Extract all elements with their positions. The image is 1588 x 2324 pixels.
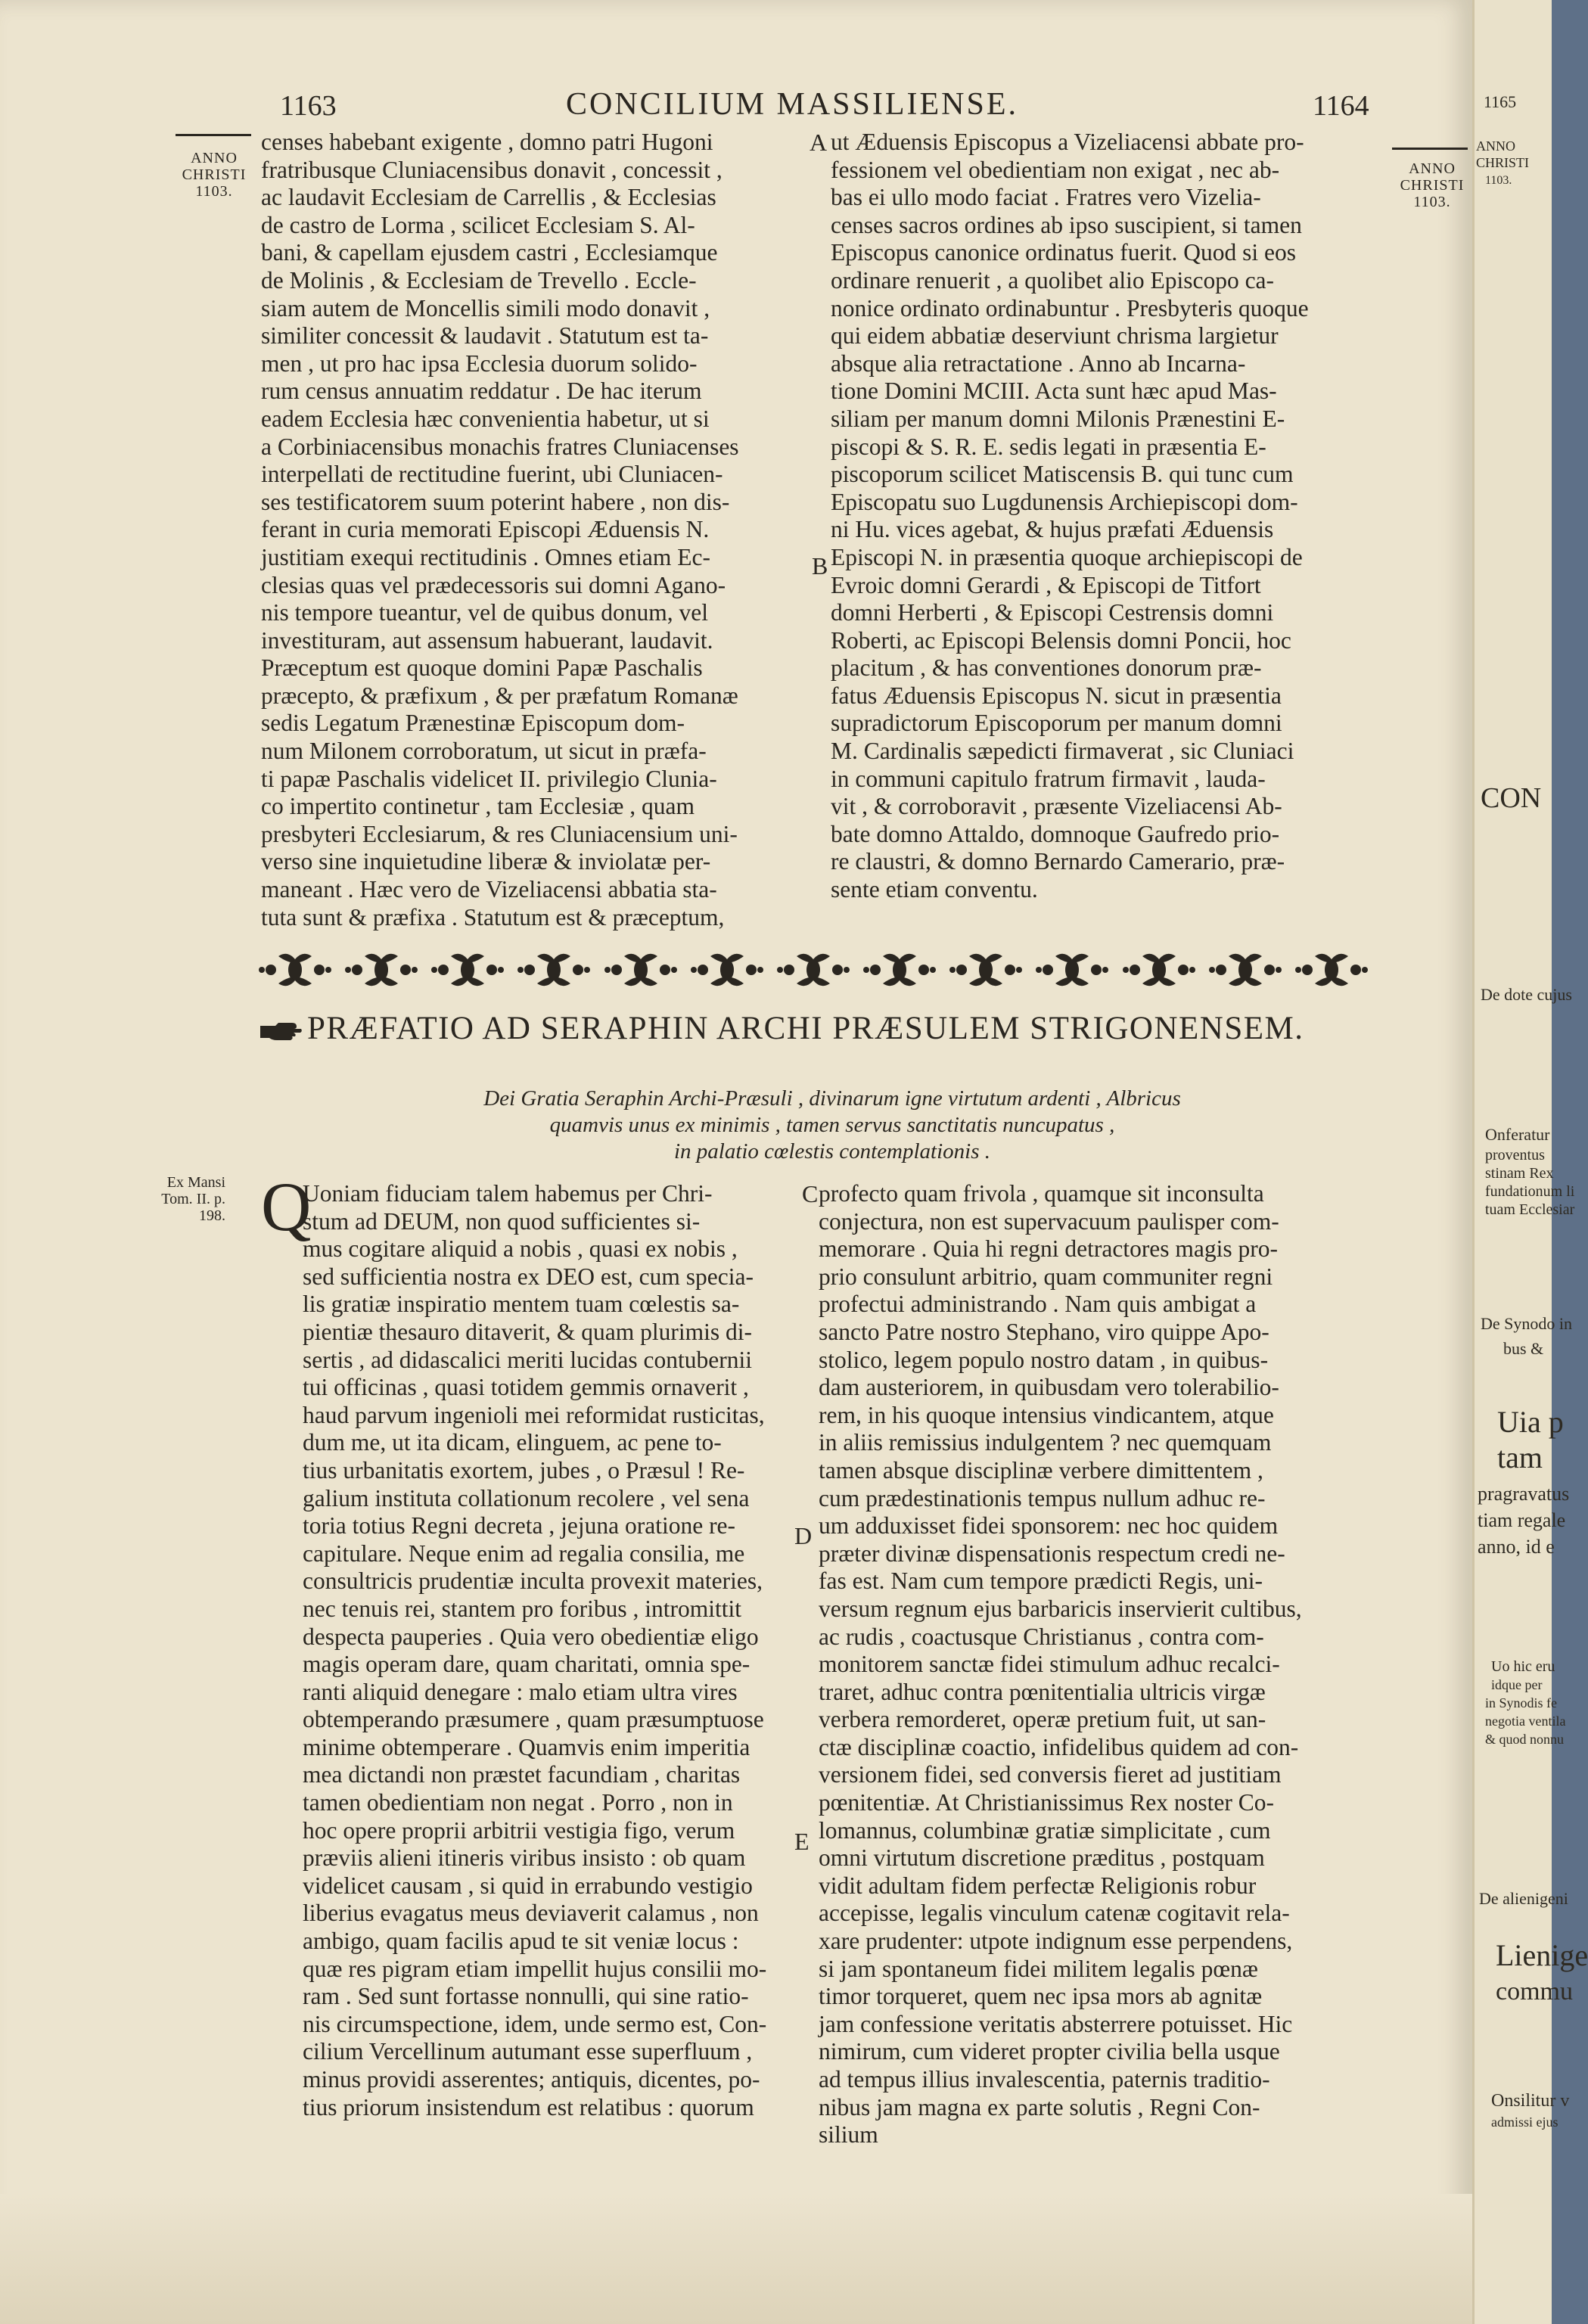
text-line: nis circumspectione, idem, unde sermo est, Con- [303,2010,767,2037]
dedication: Dei Gratia Seraphin Archi-Præsuli , divinarum igne virtutum ardenti , Albricus quamvis unus ex minimis , tamen servus sanctitatis nuncupatus , in palatio cœlestis contemplationis . [483,1086,1181,1164]
text-line: siliam per manum domni Milonis Prænestini E- [831,405,1285,432]
adjacent-page-fragment: stinam Rex [1485,1165,1554,1182]
text-line: clesias quas vel prædecessoris sui domni Agano- [261,571,726,598]
running-title: CONCILIUM MASSILIENSE. [566,87,1019,122]
text-line: nis tempore tueantur, vel de quibus donum, vel [261,599,708,626]
text-line: videlicet causam , si quid in errabundo vestigio [303,1872,753,1899]
text-line: despecta pauperies . Quia vero obedientiæ eligo [303,1623,759,1650]
text-line: Uoniam fiduciam talem habemus per Chri- [303,1180,713,1207]
text-line: stum ad DEUM, non quod sufficientes si- [303,1207,701,1235]
adjacent-page-fragment: in Synodis fe [1485,1695,1558,1710]
text-line: in aliis remissius indulgentem ? nec quemquam [819,1429,1272,1456]
adjacent-page-fragment: negotia ventila [1485,1713,1566,1729]
adjacent-page-fragment: De alienigeni [1479,1889,1568,1908]
text-line: jam confessione veritatis absterrere potuisset. Hic [819,2010,1293,2037]
text-line: galium instituta collationum recolere , vel sena [303,1484,750,1512]
text-line: tione Domini MCIII. Acta sunt hæc apud Mas- [831,377,1277,405]
text-line: dam austeriorem, in quibusdam vero tolerabilio- [819,1374,1279,1401]
text-line: monitorem sanctæ fidei stimulum adhuc recalci- [819,1651,1280,1678]
text-line: investituram, aut assensum habuerant, laudavit. [261,626,713,654]
adjacent-page-fragment: tiam regale [1478,1509,1566,1531]
text-line: minus providi asserentes; antiquis, dicentes, po- [303,2066,760,2093]
text-line: mus cogitare aliquid a nobis , quasi ex nobis , [303,1235,738,1263]
text-line: toria totius Regni decreta , jejuna oratione re- [303,1512,736,1539]
text-line: ses testificatorem suum poterint habere , non dis- [261,488,730,515]
page-number-right: 1164 [1313,90,1369,122]
adjacent-page-fragment: De dote cujus [1481,985,1572,1004]
adjacent-page-fragment: commu [1496,1978,1573,2006]
text-line: ctæ disciplinæ coactio, infidelibus quidem ad con- [819,1733,1299,1760]
section-mark-e: E [794,1828,810,1855]
text-line: capitulare. Neque enim ad regalia consilia, me [303,1539,745,1567]
text-line: bate domno Attaldo, domnoque Gaufredo prio- [831,820,1280,847]
text-line: fas est. Nam cum tempore prædicti Regis, uni- [819,1567,1263,1595]
source-note: Ex Mansi Tom. II. p. 198. [161,1174,225,1224]
text-line: interpellati de rectitudine fuerint, ubi Cluniacen- [261,461,723,488]
fleuron-ornament-icon [343,947,419,993]
text-line: verso sine inquietudine liberæ & inviolatæ per- [261,848,711,875]
text-line: um adduxisset fidei sponsorem: nec hoc quidem [819,1512,1279,1539]
text-line: liberius evagatus meus deviaverit calamus , non [303,1900,759,1927]
text-line: ad tempus illius invalescentia, paternis traditio- [819,2066,1270,2093]
adjacent-page-edge [1472,0,1588,2324]
text-line: lomannus, columbinæ gratiæ simplicitate , cum [819,1816,1271,1844]
adjacent-page-fragment: tam [1497,1440,1543,1474]
text-line: præter divinæ dispensationis respectum credi ne- [819,1539,1285,1567]
text-line: maneant . Hæc vero de Vizeliacensi abbatia sta- [261,876,717,903]
text-line: versum regnum ejus barbaricis inservierit cultibus, [819,1595,1302,1622]
adjacent-page-fragment: bus & [1503,1339,1544,1358]
section-mark-c: C [802,1180,819,1207]
section-mark-a: A [810,129,828,156]
text-line: piscopi & S. R. E. sedis legati in præsentia E- [831,433,1266,460]
text-line: hoc opere proprii arbitrii vestigia figo, verum [303,1816,735,1844]
text-line: sancto Patre nostro Stephano, viro quippe Apo- [819,1318,1269,1345]
text-line: præviis alieni itineris viribus insisto : ob quam [303,1844,746,1872]
text-line: ni Hu. vices agebat, & hujus præfati Æduensis [831,516,1274,543]
text-line: in communi capitulo fratrum firmavit , lauda- [831,765,1266,792]
text-line: Præceptum est quoque domini Papæ Paschalis [261,654,703,682]
text-line: sed sufficientia nostra ex DEO est, cum specia- [303,1263,754,1290]
fleuron-ornament-icon [603,947,679,993]
adjacent-page-fragment: De Synodo in [1481,1314,1572,1333]
text-line: bas ei ullo modo faciat . Fratres vero Vizelia- [831,184,1261,211]
text-line: censes habebant exigente , domno patri Hugoni [261,129,713,155]
text-line: men , ut pro hac ipsa Ecclesia duorum solido- [261,350,698,377]
text-line: cilium Vercellinum autumant esse superfluum , [303,2038,753,2065]
text-line: pœnitentiæ. At Christianissimus Rex noster Co- [819,1789,1275,1816]
text-line: Roberti, ac Episcopi Belensis domni Poncii, hoc [831,626,1291,654]
text-line: memorare . Quia hi regni detractores magis pro- [819,1235,1279,1263]
adjacent-page-fragment: CON [1481,782,1542,814]
text-line: traret, adhuc contra pœnitentialia ultricis virgæ [819,1678,1266,1705]
preface-title: PRÆFATIO AD SERAPHIN ARCHI PRÆSULEM STRIGONENSEM. [259,1010,1304,1047]
text-line: tamen absque disciplinæ verbere dimittentem , [819,1456,1263,1484]
adjacent-page-fragment: fundationum li [1485,1183,1575,1200]
text-line: de castro de Lorma , scilicet Ecclesiam S. Al- [261,211,695,238]
text-line: timor torqueret, quem nec ipsa mors ab agnitæ [819,1983,1263,2010]
text-line: tui officinas , quasi totidem gemmis ornaverit , [303,1374,749,1401]
fleuron-ornament-icon [689,947,765,993]
text-line: haud parvum ingenioli mei reformidat rusticitas, [303,1401,765,1428]
adjacent-page-fragment: Lienige [1496,1938,1588,1972]
text-line: pientiæ thesauro ditaverit, & quam plurimis di- [303,1318,753,1345]
adjacent-page-fragment: Uo hic eru [1491,1658,1555,1675]
text-line: minime obtemperare . Quamvis enim imperitia [303,1733,750,1760]
text-line: accepisse, legalis vinculum catenæ cogitavit rela- [819,1900,1290,1927]
text-line: fessionem vel obedientiam non exigat , nec ab- [831,156,1280,183]
text-line: a Corbiniacensibus monachis fratres Cluniacenses [261,433,739,460]
text-line: ti papæ Paschalis videlicet II. privilegio Clunia- [261,765,717,792]
text-line: profectui administrando . Nam quis ambigat a [819,1291,1257,1318]
text-line: tius priorum insistendum est relatibus : quorum [303,2093,754,2120]
text-line: mea dictandi non præstet facundiam , charitas [303,1761,741,1788]
drop-cap: Q [261,1168,312,1245]
text-line: bani, & capellam ejusdem castri , Ecclesiamque [261,239,718,266]
adjacent-page-fragment: idque per [1491,1677,1543,1692]
text-line: fatus Æduensis Episcopus N. sicut in præsentia [831,682,1282,709]
text-line: tius urbanitatis exortem, jubes , o Præsul ! Re- [303,1456,745,1484]
text-line: sertis , ad didascalici meriti lucidas contubernii [303,1346,752,1373]
text-line: ferant in curia memorati Episcopi Æduensis N. [261,516,710,543]
text-line: absque alia retractatione . Anno ab Incarna- [831,350,1246,377]
rule-dash-right [1392,148,1468,150]
text-line: nibus jam magna ex parte solutis , Regni Con- [819,2093,1260,2120]
text-line: quæ res pigram etiam impellit hujus consilii mo- [303,1955,767,1982]
text-line: conjectura, non est supervacuum paulisper com- [819,1207,1279,1235]
text-line: verbera remorderet, operæ pretium fuit, ut san- [819,1706,1266,1733]
adjacent-page-fragment: tuam Ecclesiar [1485,1201,1575,1218]
preface-left-column [303,1180,802,2121]
text-line: de Molinis , & Ecclesiam de Trevello . Eccle- [261,266,697,294]
text-line: nonice ordinato ordinabuntur . Presbyteris quoque [831,294,1309,322]
text-line: re claustri, & domno Bernardo Camerario, præ- [831,848,1285,875]
text-line: tuta sunt & præfixa . Statutum est & præceptum, [261,903,725,931]
text-line: qui eidem abbatiæ deserviunt chrisma largietur [831,322,1279,350]
text-line: rum census annuatim reddatur . De hac iterum [261,377,702,405]
text-line: co impertito continetur , tam Ecclesiæ , quam [261,793,695,820]
fleuron-ornament-icon [1207,947,1283,993]
text-line: eadem Ecclesia hæc convenientia habetur, ut si [261,405,710,432]
text-line: tamen obedientiam non negat . Porro , non in [303,1789,733,1816]
adjacent-page-fragment: CHRISTI [1476,155,1530,170]
text-line: obtemperando præsumere , quam præsumptuose [303,1706,764,1733]
text-line: presbyteri Ecclesiarum, & res Cluniacensium uni- [261,820,738,847]
adjacent-page-fragment: ANNO [1476,138,1515,154]
adjacent-page-fragment: 1165 [1484,92,1517,111]
text-line: supradictorum Episcoporum per manum domni [831,710,1282,737]
ornament-band [257,943,1369,996]
text-line: justitiam exequi rectitudinis . Omnes etiam Ec- [261,543,710,570]
fleuron-ornament-icon [775,947,851,993]
text-line: censes sacros ordines ab ipso suscipient, si tamen [831,211,1302,238]
text-line: Episcopi N. in præsentia quoque archiepiscopi de [831,543,1303,570]
rule-dash-left [176,134,251,136]
section-mark-d: D [794,1522,813,1549]
text-line: Episcopus canonice ordinatus fuerit. Quod si eos [831,239,1296,266]
fleuron-ornament-icon [516,947,592,993]
text-line: ac rudis , coactusque Christianus , contra com- [819,1623,1264,1650]
fleuron-ornament-icon [1294,947,1369,993]
text-line: ut Æduensis Episcopus a Vizeliacensi abbate pro- [831,129,1304,155]
margin-anno-left: ANNO CHRISTI 1103. [182,150,247,200]
text-line: vidit adultam fidem perfectæ Religionis robur [819,1872,1257,1899]
text-line: ambigo, quam facilis apud te sit veniæ locus : [303,1928,739,1955]
text-line: piscoporum scilicet Matiscensis B. qui tunc cum [831,461,1294,488]
text-line: xare prudenter: utpote indignum esse perpendens, [819,1928,1293,1955]
text-line: similiter concessit & laudavit . Statutum est ta- [261,322,709,350]
text-line: vit , & corroboravit , præsente Vizeliacensi Ab- [831,793,1282,820]
text-line: nec tenuis rei, stantem pro foribus , intromittit [303,1595,742,1622]
text-line: sedis Legatum Prænestinæ Episcopum dom- [261,710,685,737]
fleuron-ornament-icon [1034,947,1110,993]
text-line: versionem fidei, sed conversis fieret ad justitiam [819,1761,1282,1788]
page-number-left: 1163 [280,90,337,122]
adjacent-page-fragment: admissi ejus [1491,2114,1558,2130]
adjacent-page-fragment: pragravatus [1478,1483,1570,1505]
text-line: num Milonem corroboratum, ut sicut in præfa- [261,738,707,765]
text-line: prio consulunt arbitrio, quam communiter regni [819,1263,1273,1290]
fleuron-ornament-icon [430,947,505,993]
margin-anno-right: ANNO CHRISTI 1103. [1400,160,1465,210]
fleuron-ornament-icon [257,947,333,993]
text-line: nimirum, cum videret propter civilia bella usque [819,2038,1280,2065]
fleuron-ornament-icon [948,947,1024,993]
text-line: placitum , & has conventiones donorum præ- [831,654,1262,682]
text-line: ordinare renuerit , a quolibet alio Episcopo ca- [831,266,1275,294]
preface-right-column [819,1180,1367,2149]
adjacent-page-fragment: Onsilitur v [1491,2091,1570,2111]
fleuron-ornament-icon [1121,947,1197,993]
text-line: rem, in his quoque intensius vindicantem, atque [819,1401,1274,1428]
text-line: sente etiam conventu. [831,876,1038,903]
adjacent-page-fragment: proventus [1485,1147,1545,1164]
text-line: ram . Sed sunt fortasse nonnulli, qui sine ratio- [303,1983,749,2010]
text-line: domni Herberti , & Episcopi Cestrensis domni [831,599,1274,626]
text-line: cum prædestinationis tempus nullum adhuc re- [819,1484,1266,1512]
text-line: omni virtutum discretione præditus , postquam [819,1844,1265,1872]
text-line: stolico, legem populo nostro datam , in quibus- [819,1346,1269,1373]
text-line: lis gratiæ inspiratio mentem tuam cœlestis sa- [303,1291,740,1318]
text-line: si jam spontaneum fidei militem legalis pœnæ [819,1955,1258,1982]
text-line: consultricis prudentiæ inculta provexit materies, [303,1567,763,1595]
text-line: fratribusque Cluniacensibus donavit , concessit , [261,156,723,183]
text-line: magis operam dare, quam charitati, omnia spe- [303,1651,750,1678]
page-shadow [0,2194,1472,2324]
text-line: dum me, ut ita dicam, elinguem, ac pene to- [303,1429,722,1456]
section-mark-b: B [812,552,828,579]
text-line: Episcopatu suo Lugdunensis Archiepiscopi dom- [831,488,1298,515]
adjacent-page-fragment: Uia p [1497,1405,1564,1439]
text-line: silium [819,2121,878,2148]
upper-left-column [261,129,806,931]
text-line: Evroic domni Gerardi , & Episcopi de Titfort [831,571,1261,598]
text-line: ac laudavit Ecclesiam de Carrellis , & Ecclesias [261,184,716,211]
pointing-hand-icon [259,1020,303,1042]
text-line: profecto quam frivola , quamque sit inconsulta [819,1180,1264,1207]
fleuron-ornament-icon [862,947,937,993]
text-line: præcepto, & præfixum , & per præfatum Romanæ [261,682,738,709]
adjacent-page-fragment: 1103. [1485,174,1512,187]
upper-right-column [831,129,1375,904]
text-line: siam autem de Moncellis simili modo donavit , [261,294,710,322]
text-line: ranti aliquid denegare : malo etiam ultra vires [303,1678,738,1705]
adjacent-page-fragment: Onferatur [1485,1125,1550,1144]
adjacent-page-fragment: & quod nonnu [1485,1732,1565,1747]
text-line: M. Cardinalis sæpedicti firmaverat , sic Cluniaci [831,738,1294,765]
adjacent-page-fragment: anno, id e [1478,1536,1555,1558]
